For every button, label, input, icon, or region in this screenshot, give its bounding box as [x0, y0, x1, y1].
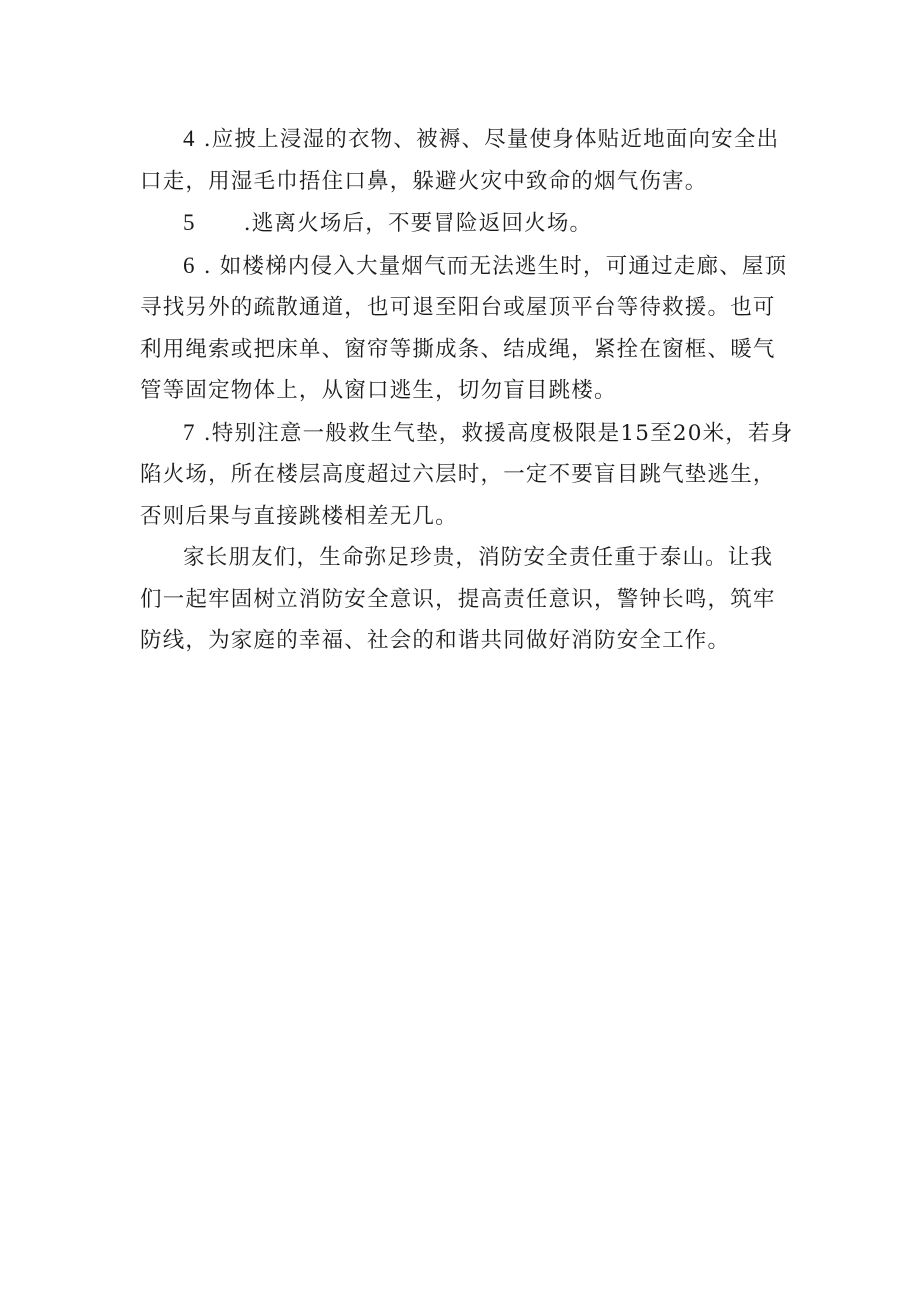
- closing-line: 家长朋友们，生命弥足珍贵，消防安全责任重于泰山。让我: [183, 545, 774, 570]
- item-text-line: .应披上浸湿的衣物、被褥、尽量使身体贴近地面向安全出: [195, 127, 780, 152]
- item-number: 5: [183, 210, 196, 235]
- item-number: 4: [183, 126, 196, 151]
- item-text-line: . 如楼梯内侵入大量烟气而无法逃生时，可通过走廊、屋顶: [195, 253, 788, 279]
- item-number: 7: [183, 419, 196, 445]
- item-6: [140, 245, 790, 412]
- item-text-line: 陷火场，所在楼层高度超过六层时，一定不要盲目跳气垫逃生，: [140, 462, 776, 487]
- item-7: [140, 412, 794, 538]
- item-number: 6: [183, 252, 196, 278]
- item-text-line: .逃离火场后，不要冒险返回火场。: [243, 211, 593, 236]
- item-text-line: 否则后果与直接跳楼相差无几。: [140, 503, 458, 529]
- item-text-line: 口走，用湿毛巾捂住口鼻，躲避火灾中致命的烟气伤害。: [140, 168, 708, 194]
- document-page: [140, 118, 794, 662]
- closing-line: 防线，为家庭的幸福、社会的和谐共同做好消防安全工作。: [140, 628, 731, 653]
- item-text-line: .特别注意一般救生气垫，救援高度极限是15至20米，若身: [195, 420, 794, 446]
- item-text-line: 利用绳索或把床单、窗帘等撕成条、结成绳，紧拴在窗框、暖气: [140, 336, 776, 362]
- closing-line: 们一起牢固树立消防安全意识，提高责任意识，警钟长鸣，筑牢: [140, 586, 776, 612]
- item-text-line: 管等固定物体上，从窗口逃生，切勿盲目跳楼。: [140, 378, 617, 403]
- item-4: [140, 118, 790, 202]
- closing-paragraph: [140, 537, 790, 662]
- item-text-line: 寻找另外的疏散通道，也可退至阳台或屋顶平台等待救援。也可: [140, 295, 776, 320]
- item-5: [140, 202, 790, 245]
